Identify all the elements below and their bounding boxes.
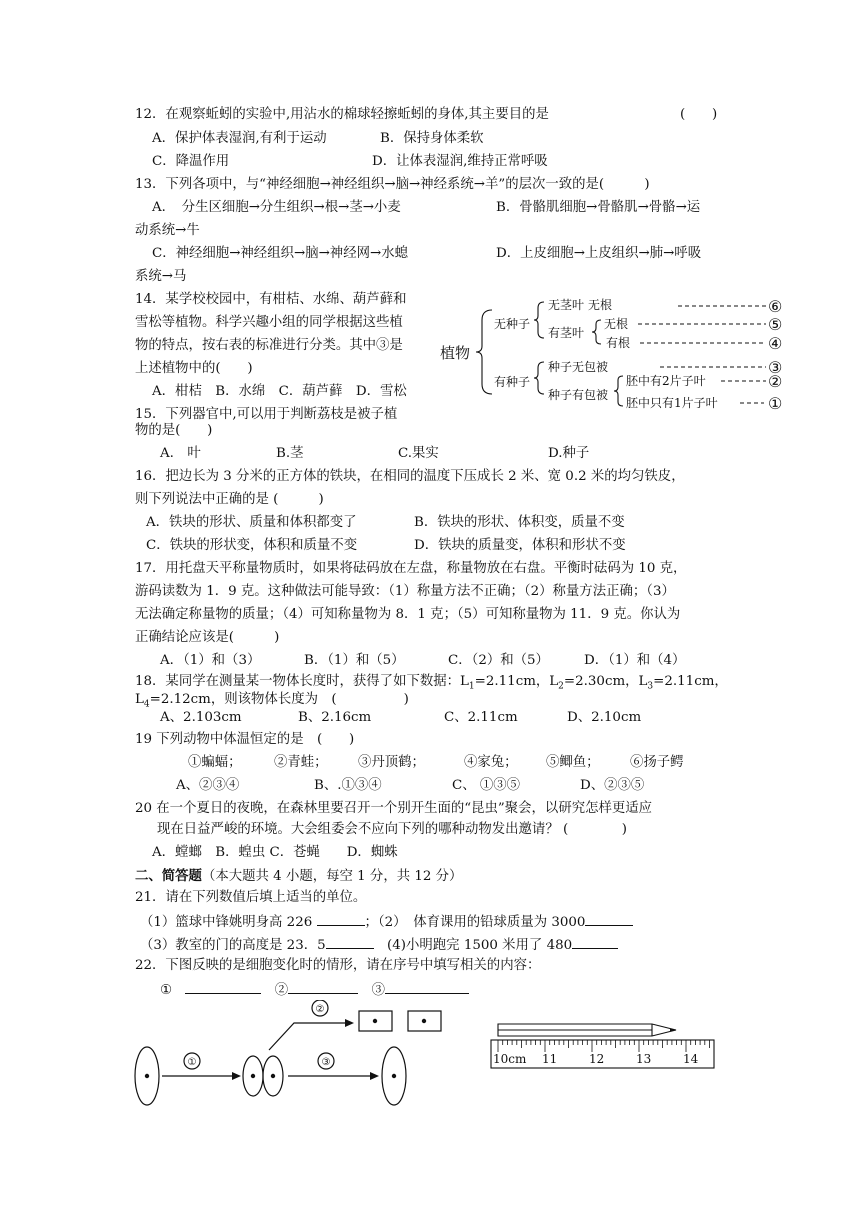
q18-option-b: B、2.16cm	[298, 710, 372, 725]
q22-blank-1[interactable]	[185, 980, 261, 994]
diagram-no-root-b: 无根	[604, 317, 629, 331]
q19-stem: 19 下列动物中体温恒定的是 ( )	[135, 732, 355, 747]
section-2-title: 二、简答题	[135, 868, 202, 884]
q21-blank-3[interactable]	[326, 935, 374, 949]
q19-item-2: ②青蛙；	[274, 755, 328, 770]
diagram-two-cotyledons: 胚中有2片子叶	[626, 374, 706, 388]
section-2-heading	[135, 867, 462, 886]
q19-item-5: ⑤鲫鱼；	[546, 755, 600, 770]
q19-option-c: C、 ①③⑤	[452, 778, 521, 793]
q16-option-b: B．铁块的形状、体积变，质量不变	[414, 515, 625, 530]
cell-step-1-label: ①	[187, 1057, 197, 1068]
q13-option-d: D．上皮细胞→上皮组织→肺→呼吸	[496, 246, 702, 261]
q12-option-c: C．降温作用	[152, 154, 230, 169]
q14-line2: 雪松等植物。科学兴趣小组的同学根据这些植	[135, 315, 403, 330]
q17-option-c: C．（2）和（5）	[448, 653, 549, 668]
q21-blank-1[interactable]	[317, 912, 365, 926]
q19-item-4: ④家兔；	[464, 755, 518, 770]
q21-item-3-4: （3）教室的门的高度是 23．5 (4)小明跑完 1500 米用了 480	[140, 935, 618, 955]
diagram-has-root: 有根	[606, 336, 631, 350]
q15-option-b: B.茎	[276, 446, 304, 461]
diagram-no-root-a: 无根	[588, 298, 613, 312]
q22-stem: 22．下图反映的是细胞变化时的情形，请在序号中填写相关的内容：	[135, 958, 541, 973]
q14-line4: 上述植物中的( )	[135, 361, 253, 376]
q13-option-d-cont: 系统→马	[135, 269, 187, 284]
q15-line1: 15．下列器官中,可以用于判断荔枝是被子植	[135, 407, 398, 422]
q15-option-c: C.果实	[398, 446, 439, 461]
q14-line1: 14．某学校校园中，有柑桔、水绵、葫芦藓和	[135, 292, 407, 307]
q22-blanks: ① ② ③	[160, 980, 469, 1000]
q21-blank-4[interactable]	[572, 935, 618, 949]
ruler-label-10cm: 10cm	[493, 1052, 527, 1066]
q13-option-b: B．骨骼肌细胞→骨骼肌→骨骼→运	[496, 200, 701, 215]
q19-option-b: B、.①③④	[314, 778, 382, 793]
q15-option-a: A. 叶	[160, 446, 201, 461]
q15-line2: 物的是( )	[135, 423, 213, 438]
q21-stem: 21．请在下列数值后填上适当的单位。	[135, 890, 367, 905]
q17-option-d: D．（1）和（4）	[584, 653, 686, 668]
q22-blank-2[interactable]	[288, 980, 358, 994]
diagram-marker-1: ①	[768, 394, 783, 413]
q17-option-b: B．（1）和（5）	[304, 653, 405, 668]
cell-division-diagram	[128, 1000, 450, 1106]
q13-option-a: A． 分生区细胞→分生组织→根→茎→小麦	[152, 200, 401, 215]
q16-line1: 16．把边长为 3 分米的正方体的铁块，在相同的温度下压成长 2 米、宽 0.2 米的均匀铁皮，	[135, 469, 685, 484]
diagram-root: 植物	[440, 344, 471, 362]
q18-line2: $L_4=2.12cm$，则该物体长度为 ( )	[135, 692, 409, 710]
q16-line2: 则下列说法中正确的是 ( )	[135, 492, 324, 507]
q20-options: A．螳螂 B．蝗虫 C．苍蝇 D．蜘蛛	[152, 845, 398, 860]
q22-blank-3[interactable]	[385, 980, 469, 994]
ruler-label-14: 14	[683, 1052, 699, 1066]
q17-option-a: A．（1）和（3）	[160, 653, 261, 668]
q13-option-b-cont: 动系统→牛	[135, 223, 200, 238]
q15-option-d: D.种子	[548, 446, 590, 461]
diagram-has-seed: 有种子	[494, 375, 531, 389]
q19-option-d: D、②③⑤	[580, 778, 645, 793]
q12-option-b: B．保持身体柔软	[380, 131, 484, 146]
q19-item-6: ⑥扬子鳄	[630, 755, 684, 770]
q16-option-d: D．铁块的质量变，体积和形状不变	[414, 538, 626, 553]
q20-line1: 20 在一个夏日的夜晚，在森林里要召开一个别开生面的“昆虫”聚会，以研究怎样更适应	[135, 801, 653, 816]
diagram-no-stem-leaf: 无茎叶	[548, 298, 585, 312]
q17-line1: 17．用托盘天平称量物质时，如果将砝码放在左盘，称量物放在右盘。平衡时砝码为 10 克，	[135, 561, 687, 576]
cell-step-3-label: ③	[321, 1057, 331, 1068]
q12-stem: 12．在观察蚯蚓的实验中,用沾水的棉球轻擦蚯蚓的身体,其主要目的是	[135, 107, 549, 122]
plant-classification-diagram	[438, 288, 790, 418]
diagram-marker-5: ⑤	[768, 315, 783, 334]
diagram-no-seed: 无种子	[494, 317, 531, 331]
q13-option-c: C．神经细胞→神经组织→脑→神经网→水螅	[152, 246, 408, 261]
q18-line1: 18．某同学在测量某一物体长度时，获得了如下数据：$L_1=2.11cm$，$L_2=2.30cm$，$L_3=2.11cm$，	[135, 674, 728, 692]
section-2-note: （本大题共 4 小题，每空 1 分，共 12 分）	[201, 869, 463, 884]
q19-option-a: A、②③④	[176, 778, 240, 793]
q12-answer-paren: ( )	[680, 107, 718, 122]
q21-item-1-2: （1）篮球中锋姚明身高 226 ；（2） 体育课用的铅球质量为 3000	[140, 912, 633, 932]
q16-option-c: C．铁块的形状变，体积和质量不变	[146, 538, 358, 553]
diagram-one-cotyledon: 胚中只有1片子叶	[626, 396, 718, 410]
ruler-label-12: 12	[589, 1052, 605, 1066]
diagram-marker-4: ④	[768, 334, 783, 353]
q21-blank-2[interactable]	[585, 912, 633, 926]
ruler-pencil-diagram	[490, 1015, 716, 1073]
diagram-has-stem-leaf: 有茎叶	[548, 326, 585, 340]
diagram-marker-3: ③	[768, 358, 783, 377]
cell-step-2-label: ②	[315, 1004, 325, 1015]
q17-line2: 游码读数为 1．9 克。这种做法可能导致：（1）称量方法不正确；（2）称量方法正确；（3）	[135, 584, 675, 599]
diagram-covered-seed: 种子有包被	[548, 388, 609, 402]
q19-item-1: ①蝙蝠；	[188, 755, 242, 770]
ruler-label-11: 11	[542, 1052, 558, 1066]
q20-line2: 现在日益严峻的环境。大会组委会不应向下列的哪种动物发出邀请？ ( )	[157, 822, 627, 837]
q19-item-3: ③丹顶鹤；	[358, 755, 425, 770]
q16-option-a: A．铁块的形状、质量和体积都变了	[146, 515, 357, 530]
q14-options: A．柑桔 B．水绵 C．葫芦藓 D．雪松	[152, 384, 407, 399]
q17-line3: 无法确定称量物的质量；（4）可知称量物为 8．1 克；（5）可知称量物为 11．9 克。你认为	[135, 607, 681, 622]
q12-option-a: A．保护体表湿润,有利于运动	[152, 131, 327, 146]
q18-option-a: A、2.103cm	[160, 710, 242, 725]
q18-option-d: D、2.10cm	[567, 710, 642, 725]
diagram-marker-6: ⑥	[768, 297, 783, 316]
q18-option-c: C、2.11cm	[444, 710, 518, 725]
q12-option-d: D．让体表湿润,维持正常呼吸	[372, 154, 548, 169]
q14-line3: 物的特点，按右表的标准进行分类。其中③是	[135, 338, 403, 353]
ruler-label-13: 13	[636, 1052, 652, 1066]
q13-stem: 13．下列各项中，与“神经细胞→神经组织→脑→神经系统→羊”的层次一致的是( )	[135, 177, 650, 192]
q17-line4: 正确结论应该是( )	[135, 630, 280, 645]
diagram-naked-seed: 种子无包被	[548, 360, 609, 374]
diagram-marker-2: ②	[768, 372, 783, 391]
